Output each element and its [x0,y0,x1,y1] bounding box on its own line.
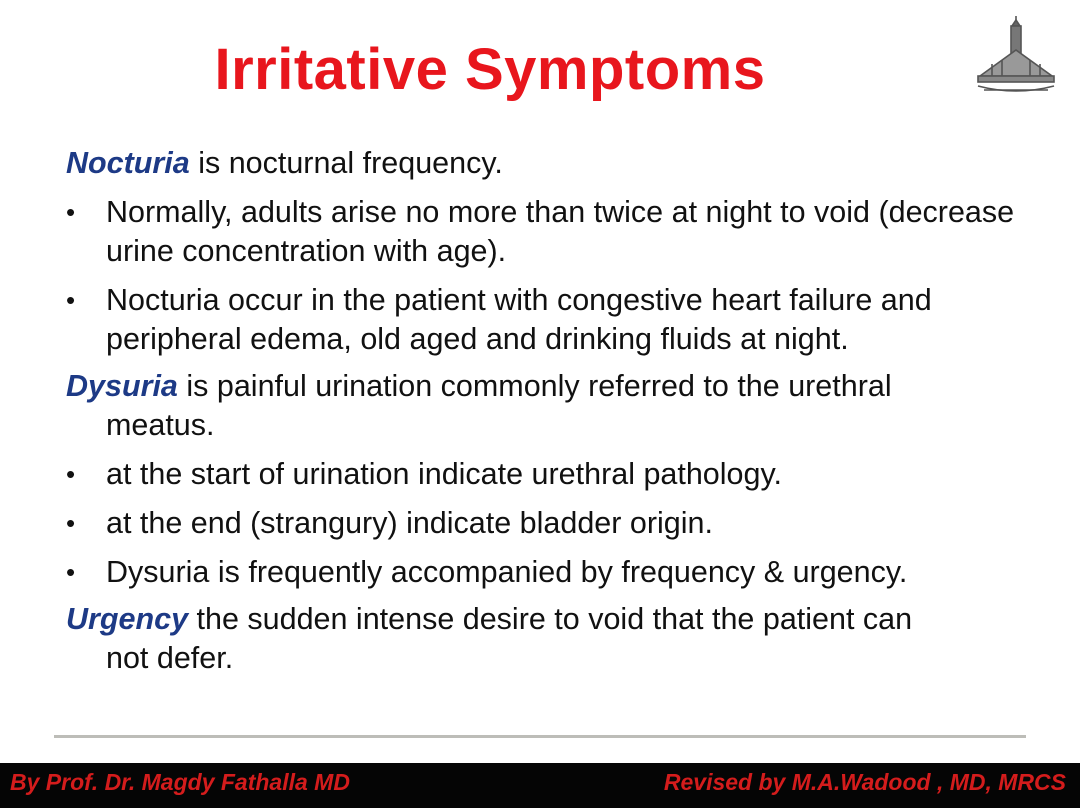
slide-title: Irritative Symptoms [214,37,766,102]
bullet-icon: • [66,285,76,315]
list-item [66,281,1071,359]
dysuria-text-continued: meatus. [106,408,215,442]
term-nocturia: Nocturia [66,146,190,180]
bullet-text: Dysuria is frequently accompanied by frequency & urgency. [106,555,908,589]
slide-content [66,144,1071,678]
bullet-text: Normally, adults arise no more than twice at night to void (decrease urine concentration with age). [106,195,1015,268]
bullet-text: at the start of urination indicate urethral pathology. [106,457,782,491]
bullet-text: at the end (strangury) indicate bladder origin. [106,506,713,540]
bullet-icon: • [66,197,76,227]
urgency-text: the sudden intense desire to void that the patient can [188,602,913,636]
bullet-icon: • [66,459,76,489]
list-item [66,455,1071,494]
term-urgency: Urgency [66,602,189,636]
divider [54,735,1026,738]
list-item [66,193,1071,271]
urgency-definition [66,600,1071,678]
bullet-text: Nocturia occur in the patient with congestive heart failure and peripheral edema, old aged and drinking fluids at night. [106,283,932,356]
bullet-icon: • [66,557,76,587]
university-tower-logo [970,14,1062,100]
footer-author: By Prof. Dr. Magdy Fathalla MD [10,769,350,795]
nocturia-text: is nocturnal frequency. [189,146,503,180]
urgency-text-continued: not defer. [106,641,234,675]
list-item [66,504,1071,543]
list-item [66,553,1071,592]
term-dysuria: Dysuria [66,369,178,403]
footer-reviser: Revised by M.A.Wadood , MD, MRCS [663,769,1066,795]
dysuria-definition [66,367,1071,445]
dysuria-text: is painful urination commonly referred to the urethral [177,369,892,403]
footer-bar [0,763,1080,808]
bullet-icon: • [66,508,76,538]
nocturia-definition [66,144,1071,183]
